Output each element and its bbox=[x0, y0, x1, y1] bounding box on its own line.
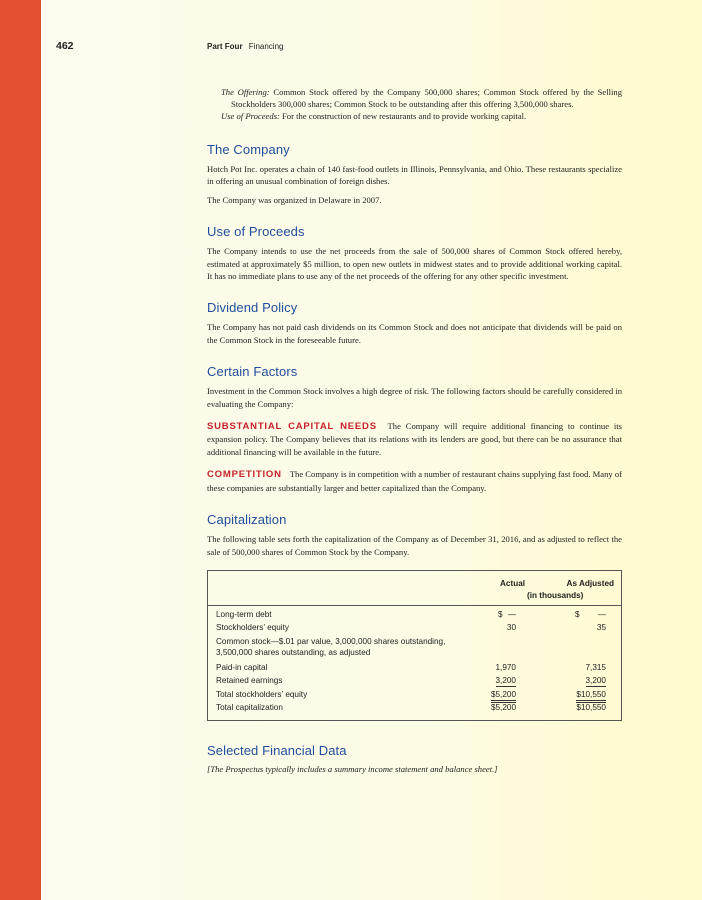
offering-label: The Offering: bbox=[221, 87, 270, 97]
risk-capital-needs-text: The Company will require additional financing to continue its expansion policy. The Company believes that its relations with its lenders are good, but there can be no assurance that additional financing will be available in the future. bbox=[207, 421, 622, 457]
section-use-of-proceeds bbox=[207, 224, 622, 282]
certain-factors-intro: Investment in the Common Stock involves a high degree of risk. The following factors should be carefully considered in evaluating the Company: bbox=[207, 386, 622, 409]
col-adjusted-header: As Adjusted bbox=[566, 578, 614, 588]
table-units: (in thousands) bbox=[527, 590, 584, 600]
row-label: Common stock—$.01 par value, 3,000,000 shares outstanding, 3,500,000 shares outstanding, as adjusted bbox=[216, 636, 446, 657]
company-paragraph-1: Hotch Pot Inc. operates a chain of 140 fast-food outlets in Illinois, Pennsylvania, and Ohio. These restaurants specialize in offering an unusual combination of foreign dishes. bbox=[207, 164, 622, 187]
table-row-total-equity bbox=[215, 689, 614, 703]
section-selected-financial-data bbox=[207, 743, 622, 774]
proceeds-text: For the construction of new restaurants and to provide working capital. bbox=[282, 111, 527, 121]
offering-text: Common Stock offered by the Company 500,000 shares; Common Stock offered by the Selling Stockholders 300,000 shares; Common Stock to be outstanding after this offering 3,500,000 shares. bbox=[231, 87, 622, 109]
row-actual: 3,200 bbox=[495, 676, 516, 686]
heading-dividend-policy: Dividend Policy bbox=[207, 300, 298, 316]
proceeds-paragraph bbox=[221, 110, 622, 122]
capitalization-intro: The following table sets forth the capitalization of the Company as of December 31, 2016, and as adjusted to reflect the sale of 500,000 shares of Common Stock by the Company. bbox=[207, 534, 622, 557]
heading-selected-financial-data: Selected Financial Data bbox=[207, 742, 347, 758]
capitalization-table bbox=[207, 570, 622, 721]
row-actual: $5,200 bbox=[491, 689, 516, 703]
heading-certain-factors: Certain Factors bbox=[207, 364, 298, 380]
row-actual: 1,970 bbox=[495, 662, 516, 672]
row-adjusted: 3,200 bbox=[585, 676, 606, 686]
row-adjusted: 35 bbox=[596, 623, 606, 633]
running-head bbox=[207, 42, 283, 51]
running-head-part: Part Four bbox=[207, 42, 243, 51]
row-actual-dollar: $ bbox=[498, 609, 503, 619]
table-row-common-stock bbox=[215, 636, 614, 662]
table-row-total-capitalization bbox=[215, 702, 614, 716]
dividend-policy-paragraph: The Company has not paid cash dividends on its Common Stock and does not anticipate that dividends will be paid on the Common Stock in the foreseeable future. bbox=[207, 322, 622, 345]
proceeds-label: Use of Proceeds: bbox=[221, 111, 280, 121]
main-content bbox=[207, 86, 622, 774]
row-label: Paid-in capital bbox=[216, 662, 268, 672]
row-adjusted: $10,550 bbox=[576, 689, 606, 703]
section-dividend-policy bbox=[207, 300, 622, 346]
row-adjusted: — bbox=[597, 609, 606, 619]
table-row-stockholders-equity bbox=[215, 622, 614, 636]
risk-capital-needs-label: SUBSTANTIAL CAPITAL NEEDS bbox=[207, 421, 377, 433]
section-certain-factors bbox=[207, 364, 622, 494]
offering-summary bbox=[221, 86, 622, 122]
table-header-rule bbox=[208, 605, 621, 606]
risk-capital-needs bbox=[207, 420, 622, 458]
row-label: Retained earnings bbox=[216, 676, 283, 686]
heading-capitalization: Capitalization bbox=[207, 512, 287, 528]
row-adjusted: 7,315 bbox=[585, 662, 606, 672]
row-actual: — bbox=[507, 609, 516, 619]
company-paragraph-2: The Company was organized in Delaware in 2007. bbox=[207, 194, 382, 205]
risk-competition bbox=[207, 468, 622, 494]
row-actual: $5,200 bbox=[490, 703, 516, 713]
section-capitalization bbox=[207, 512, 622, 721]
row-label: Long-term debt bbox=[216, 609, 272, 619]
page-number: 462 bbox=[56, 40, 74, 52]
row-label: Total stockholders’ equity bbox=[216, 689, 308, 699]
running-head-title: Financing bbox=[248, 42, 284, 51]
row-label: Stockholders’ equity bbox=[216, 623, 289, 633]
heading-use-of-proceeds: Use of Proceeds bbox=[207, 224, 305, 240]
use-of-proceeds-paragraph: The Company intends to use the net proceeds from the sale of 500,000 shares of Common Stock offered hereby, estimated at approximately $5 million, to open new outlets in midwest states and to provide additional working capital. It has no immediate plans to use any of the net proceeds of the offering for any other specific investment. bbox=[207, 246, 622, 282]
table-row-retained-earnings bbox=[215, 675, 614, 689]
heading-company: The Company bbox=[207, 142, 290, 157]
selected-financial-data-note: [The Prospectus typically includes a summary income statement and balance sheet.] bbox=[207, 763, 498, 774]
table-row-long-term-debt bbox=[215, 609, 614, 623]
risk-competition-label: COMPETITION bbox=[207, 469, 282, 481]
section-company bbox=[207, 142, 622, 206]
row-adjusted: $10,550 bbox=[576, 703, 606, 713]
row-label: Total capitalization bbox=[216, 703, 283, 713]
row-adjusted-dollar: $ bbox=[575, 609, 580, 619]
page-edge-stripe bbox=[0, 0, 41, 900]
col-actual-header: Actual bbox=[500, 578, 526, 588]
offering-paragraph bbox=[221, 86, 622, 110]
row-actual: 30 bbox=[506, 623, 516, 633]
table-row-paid-in-capital bbox=[215, 662, 614, 676]
table-header bbox=[215, 577, 614, 605]
risk-competition-text: The Company is in competition with a number of restaurant chains supplying fast food. Many of these companies are substantially larger and better capitalized than the Company. bbox=[207, 469, 623, 493]
